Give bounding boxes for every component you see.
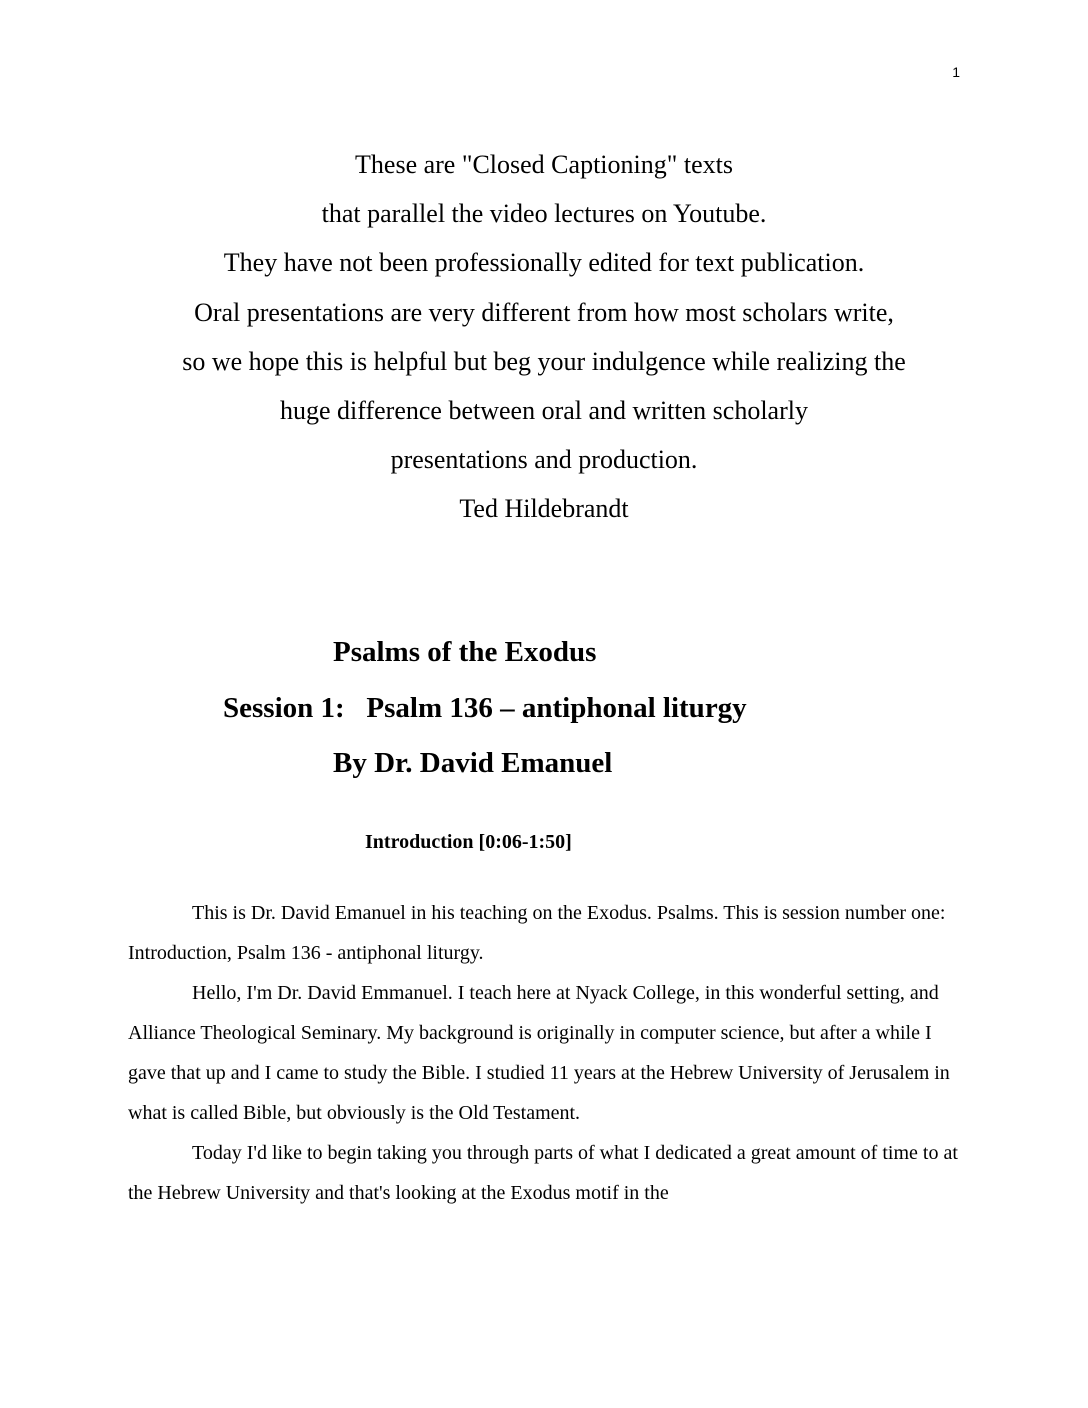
notice-line: huge difference between oral and written scholarly — [280, 395, 808, 425]
paragraph: Hello, I'm Dr. David Emmanuel. I teach here at Nyack College, in this wonderful setting, and Alliance Theological Seminary. My background is originally in computer science, but after a while I gave that up and I came to study the Bible. I studied 11 years at the Hebrew University of Jerusalem in what is called Bible, but obviously is the Old Testament. — [128, 982, 950, 1124]
paragraph: This is Dr. David Emanuel in his teaching on the Exodus. Psalms. This is session number one: Introduction, Psalm 136 - antiphonal liturgy. — [128, 902, 946, 964]
paragraph: Today I'd like to begin taking you through parts of what I dedicated a great amount of time to at the Hebrew University and that's looking at the Exodus motif in the — [128, 1142, 958, 1204]
author-line: By Dr. David Emanuel — [333, 747, 613, 779]
section-heading: Introduction [0:06-1:50] — [365, 831, 572, 853]
notice-line: Oral presentations are very different from how most scholars write, — [194, 297, 894, 327]
notice-line: presentations and production. — [390, 445, 698, 475]
series-title: Psalms of the Exodus — [333, 636, 597, 668]
closed-captioning-notice — [100, 140, 988, 534]
session-title: Session 1: Psalm 136 – antiphonal liturgy — [223, 692, 747, 724]
notice-line: These are "Closed Captioning" texts — [355, 150, 733, 179]
page-number: 1 — [952, 64, 960, 80]
notice-signature: Ted Hildebrandt — [459, 494, 629, 524]
body-text — [128, 893, 958, 1213]
notice-line: that parallel the video lectures on Youtube. — [321, 199, 767, 229]
notice-line: so we hope this is helpful but beg your indulgence while realizing the — [182, 346, 906, 376]
notice-line: They have not been professionally edited for text publication. — [223, 248, 865, 278]
